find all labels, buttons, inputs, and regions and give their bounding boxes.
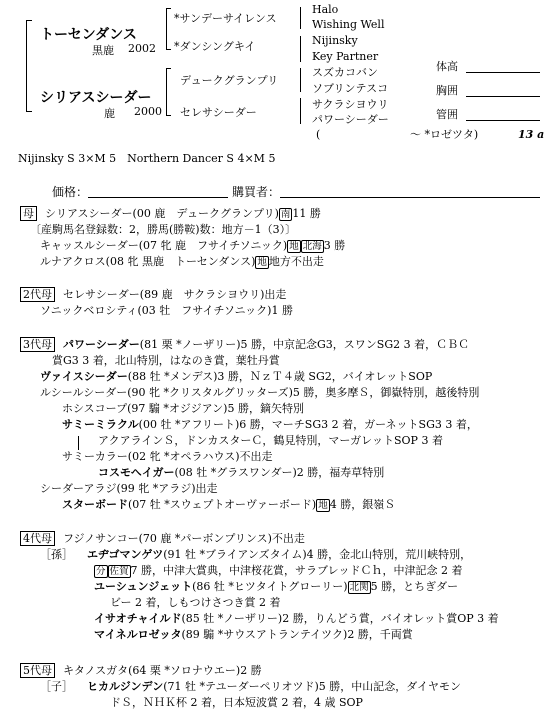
bracket-3d: [300, 98, 301, 124]
price-line[interactable]: [88, 197, 228, 198]
horse-8-record: (88 牡 *メンデス)3 勝，ＮｚＴ４歳 SG2，バイオレットSOP: [127, 370, 433, 383]
horse-18-name: エヂゴマンゲツ: [87, 548, 164, 561]
line-23: [94, 627, 413, 643]
cannon-label: 管囲: [436, 108, 458, 121]
line-26: ドＳ，ＮＨＫ杯 2 着，日本短波賞 2 着，4 歳 SOP: [110, 696, 363, 709]
horse-25-name: ヒカルジンデン: [87, 680, 164, 693]
line-14: [98, 465, 384, 481]
bracket-3c: [300, 68, 301, 92]
dam-year: 2000: [134, 105, 162, 118]
horse-23-name: マイネルロゼッタ: [94, 628, 182, 641]
progeny-2: [40, 254, 324, 271]
3rd-dam-record-cont: 賞G3 3 着，北山特別，はなのき賞，葉牡丹賞: [52, 354, 280, 367]
region-badge-saga: 佐賀: [109, 566, 129, 577]
pedigree-bracket-bottom: [26, 111, 32, 112]
local-badge-3: 地: [318, 500, 328, 511]
section-label-5: 5代母: [20, 663, 55, 678]
bracket-dam-top: [166, 68, 171, 69]
5th-dam-line: キタノスガタ(64 栗 *ソロナウエー)2 勝: [63, 664, 262, 677]
horse-22-record: (85 牡 *ノーザリー)2 勝，りんどう賞，バイオレット賞OP 3 着: [181, 612, 499, 625]
g4-open: (: [316, 128, 321, 141]
progeny-summary: 〔産駒馬名登録数：2，勝馬(勝鞍)数：地方－1（3）〕: [30, 223, 297, 236]
dam-wins: 11 勝: [292, 207, 321, 220]
section-3rd-dam: [20, 337, 469, 353]
sire-dam: *ダンシングキイ: [174, 40, 256, 53]
region-badge: 南: [280, 209, 291, 220]
dam-name: シリアスシーダー: [40, 90, 152, 106]
line-16: [62, 497, 395, 514]
3rd-dam-name: パワーシーダー: [63, 338, 140, 351]
buyer-line[interactable]: [280, 197, 540, 198]
horse-22-name: イサオチャイルド: [94, 612, 182, 625]
progeny-2-result: 地方不出走: [268, 255, 324, 268]
bracket-sire-top: [166, 8, 171, 9]
g3-8: パワーシーダー: [312, 113, 389, 126]
bracket-dam-bottom: [166, 115, 171, 116]
price-label: 価格：: [52, 185, 89, 199]
section-label-1: 母: [20, 206, 37, 221]
region-badge-kitakan: 北関: [349, 582, 369, 593]
line-13: サミーカラー(02 牝 *オペラハウス)不出走: [62, 450, 273, 463]
section-5th-dam: [20, 663, 262, 679]
g3-7: サクラシヨウリ: [312, 98, 389, 111]
horse-11-record: (00 牡 *アフリート)6 勝，マーチSG3 2 着，ガーネットSG3 3 着，: [138, 418, 478, 431]
horse-20-record: (86 牡 *ヒツタイトグローリー): [192, 580, 348, 593]
pedigree-bracket-top: [26, 20, 32, 21]
sire-year: 2002: [128, 42, 156, 55]
horse-16-record: (07 牡 *スウェプトオーヴァーボード): [128, 498, 317, 511]
4th-dam-line: フジノサンコー(70 鹿 *パーボンプリンス)不出走: [63, 532, 305, 545]
horse-23-record: (89 騸 *サウスアトランテイツク)2 勝，千両賞: [181, 628, 413, 641]
local-badge: 地: [289, 241, 299, 252]
line-22: [94, 611, 499, 627]
2nd-dam-progeny: ソニックベロシティ(03 牡 フサイチソニック)1 勝: [40, 304, 293, 317]
region-badge-2: 北海: [302, 241, 322, 252]
sire-color: 黒鹿: [92, 44, 114, 57]
horse-20-wins: 5 勝，とちぎダー: [370, 580, 459, 593]
section-label-3: 3代母: [20, 337, 55, 352]
bracket-sire-bottom: [166, 49, 171, 50]
bracket-3b: [300, 36, 301, 62]
horse-11-name: サミーミラクル: [62, 418, 139, 431]
bracket-sire: [166, 8, 167, 50]
line-25: [40, 679, 461, 695]
cannon-line: [466, 120, 540, 121]
family-number: 13 a: [518, 128, 545, 141]
chest-label: 胸囲: [436, 84, 458, 97]
g4-tail: ～ *ロゼツタ): [410, 128, 479, 141]
dam-sire: デュークグランプリ: [180, 74, 279, 87]
g3-1: Halo: [312, 3, 339, 16]
grandchild-label: ［孫］: [40, 548, 73, 561]
progeny-2-text: ルナアクロス(08 牝 黒鹿 トーセンダンス): [40, 255, 256, 268]
line-10: ホシスコープ(97 騸 *オジジアン)5 勝，鏑矢特別: [62, 402, 304, 415]
child-label: ［子］: [40, 680, 73, 693]
section-dam: [20, 206, 321, 223]
pedigree-bracket-left: [26, 20, 27, 112]
g3-2: Wishing Well: [312, 18, 385, 31]
inbreeding: Nijinsky S 3×M 5 Northern Dancer S 4×M 5: [18, 152, 276, 165]
height-line: [466, 72, 540, 73]
line-9: ルシールシーダー(90 牝 *クリスタルグリッターズ)5 勝，奥多摩Ｓ，御嶽特別，越後特別: [40, 386, 480, 399]
local-badge-2: 地: [257, 257, 267, 268]
horse-18-record: (91 牡 *ブライアンズタイム)4 勝，金北山特別，荒川峡特別，: [163, 548, 472, 561]
line-19: [94, 563, 462, 580]
progeny-1: [40, 238, 345, 255]
horse-25-record: (71 牡 *テユーダーペリオツド)5 勝，中山記念，ダイヤモン: [163, 680, 462, 693]
bracket-dam: [166, 68, 167, 116]
horse-14-name: コスモヘイガー: [98, 466, 175, 479]
2nd-dam-line: セレサシーダー(89 鹿 サクラシヨウリ)出走: [63, 288, 287, 301]
dam-line: シリアスシーダー(00 鹿 デュークグランプリ): [45, 207, 279, 220]
g3-5: スズカコバン: [312, 66, 378, 79]
line-18: [40, 547, 471, 563]
dam-color: 鹿: [104, 107, 115, 120]
horse-8-name: ヴァイスシーダー: [40, 370, 128, 383]
section-4th-dam: [20, 531, 305, 547]
line-20: [94, 579, 458, 596]
height-label: 体高: [436, 60, 458, 73]
buyer-label: 購買者：: [232, 185, 281, 199]
3rd-dam-record: (81 栗 *ノーザリー)5 勝，中京記念G3，スワンSG2 3 着，ＣＢＣ: [139, 338, 470, 351]
line-11: [62, 417, 478, 433]
horse-16-wins: 4 勝，銀嶺Ｓ: [329, 498, 396, 511]
bracket-3a: [300, 7, 301, 29]
line-12: アクアラインＳ，ドンカスターＣ，鶴見特別，マーガレットSOP 3 着: [98, 434, 443, 447]
cont-bar: [78, 436, 79, 450]
section-2nd-dam: [20, 287, 286, 303]
sire-name: トーセンダンス: [40, 27, 137, 43]
line-8: [40, 369, 432, 385]
section-label-2: 2代母: [20, 287, 55, 302]
horse-19-record: 7 勝，中津大賞典，中津桜花賞，サラブレッドＣｈ，中津記念 2 着: [130, 564, 463, 577]
line-21: ビー 2 着，しもつけさつき賞 2 着: [110, 596, 281, 609]
g3-3: Nijinsky: [312, 34, 358, 47]
g3-6: ソブリンテスコ: [312, 82, 389, 95]
dam-dam: セレサシーダー: [180, 106, 257, 119]
region-badge-oita: 分: [96, 566, 106, 577]
line-15: シーダーアラジ(99 牝 *アラジ)出走: [40, 482, 218, 495]
progeny-1-wins: 3 勝: [323, 239, 346, 252]
section-label-4: 4代母: [20, 531, 55, 546]
progeny-1-text: キャッスルシーダー(07 牝 鹿 フサイチソニック): [40, 239, 288, 252]
horse-14-record: (08 牡 *グラスワンダー)2 勝，福寿草特別: [174, 466, 385, 479]
g3-4: Key Partner: [312, 50, 379, 63]
horse-20-name: ユーシュンジェット: [94, 580, 193, 593]
horse-16-name: スターボード: [62, 498, 128, 511]
chest-line: [466, 96, 540, 97]
sire-sire: *サンデーサイレンス: [174, 12, 277, 25]
